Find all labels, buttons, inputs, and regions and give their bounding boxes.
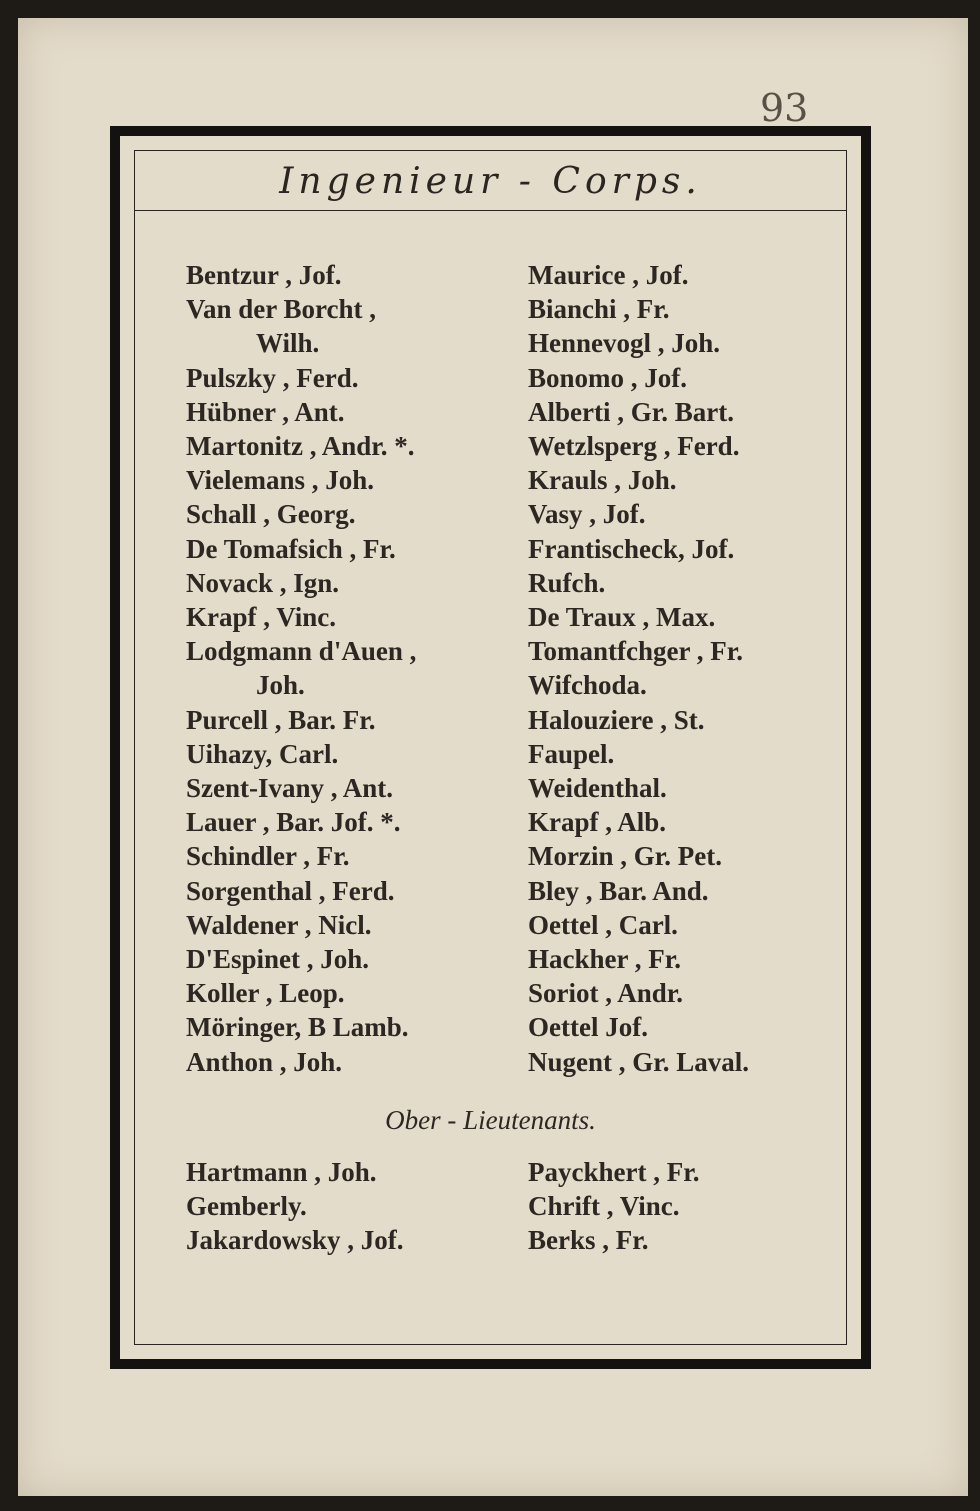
name-entry: Krapf , Vinc.	[186, 602, 337, 633]
name-entry: Hübner , Ant.	[186, 396, 345, 427]
name-entry-continuation: Wilh.	[256, 328, 320, 359]
name-entry: Novack , Ign.	[186, 567, 340, 598]
name-entry: Szent-Ivany , Ant.	[186, 773, 394, 804]
name-entry: Gemberly.	[186, 1191, 307, 1222]
name-entry: Tomantfchger , Fr.	[528, 636, 743, 667]
name-entry: Lodgmann d'Auen ,	[186, 636, 417, 667]
name-entry: Schall , Georg.	[186, 499, 356, 530]
name-entry: Hackher , Fr.	[528, 944, 681, 975]
book-page	[18, 18, 968, 1496]
name-entry: Purcell , Bar. Fr.	[186, 704, 376, 735]
inner-frame	[134, 150, 847, 1345]
name-entry: Vasy , Jof.	[528, 499, 646, 530]
name-entry: Vielemans , Joh.	[186, 465, 374, 496]
name-entry: Faupel.	[528, 738, 615, 769]
name-entry: Rufch.	[528, 567, 606, 598]
page-number: 93	[760, 86, 809, 130]
name-entry: Wifchoda.	[528, 670, 647, 701]
name-entry: Payckhert , Fr.	[528, 1157, 700, 1187]
name-entry: Bonomo , Jof.	[528, 362, 688, 393]
name-entry: Soriot , Andr.	[528, 978, 684, 1009]
page-title: Ingenieur - Corps.	[279, 161, 702, 202]
name-entry: Uihazy, Carl.	[186, 738, 339, 769]
name-entry: Waldener , Nicl.	[186, 909, 372, 940]
name-entry: Berks , Fr.	[528, 1225, 649, 1256]
name-entry: Anthon , Joh.	[186, 1046, 343, 1077]
name-entry: De Traux , Max.	[528, 602, 716, 633]
name-entry: Chrift , Vinc.	[528, 1191, 680, 1222]
name-entry: Maurice , Jof.	[528, 260, 689, 290]
page-border-frame	[110, 126, 871, 1369]
title-divider	[135, 210, 846, 211]
name-entry: Halouziere , St.	[528, 704, 705, 735]
name-entry: Hartmann , Joh.	[186, 1157, 377, 1187]
name-entry: Sorgenthal , Ferd.	[186, 875, 395, 906]
name-entry: Hennevogl , Joh.	[528, 328, 721, 359]
left-name-column	[186, 258, 506, 1079]
name-entry: Nugent , Gr. Laval.	[528, 1046, 750, 1077]
name-entry: Bley , Bar. And.	[528, 875, 709, 906]
name-entry: Krauls , Joh.	[528, 465, 677, 496]
name-entry: Krapf , Alb.	[528, 807, 667, 838]
name-entry: Pulszky , Ferd.	[186, 362, 359, 393]
name-entry: Jakardowsky , Jof.	[186, 1225, 404, 1256]
section-left-column	[186, 1155, 506, 1258]
name-entry: Weidenthal.	[528, 773, 667, 804]
name-entry: Bianchi , Fr.	[528, 294, 670, 325]
right-name-column	[528, 258, 838, 1079]
name-entry: Martonitz , Andr. *.	[186, 431, 415, 462]
section-right-column	[528, 1155, 838, 1258]
name-entry: Koller , Leop.	[186, 978, 345, 1009]
name-entry: D'Espinet , Joh.	[186, 944, 370, 975]
name-entry: Morzin , Gr. Pet.	[528, 841, 722, 872]
name-entry: Schindler , Fr.	[186, 841, 350, 872]
name-entry: De Tomafsich , Fr.	[186, 533, 396, 564]
name-entry: Alberti , Gr. Bart.	[528, 396, 734, 427]
name-entry: Frantischeck, Jof.	[528, 533, 735, 564]
name-entry: Wetzlsperg , Ferd.	[528, 431, 740, 462]
name-entry: Bentzur , Jof.	[186, 260, 342, 290]
name-entry: Möringer, B Lamb.	[186, 1012, 409, 1043]
name-entry: Van der Borcht ,	[186, 294, 377, 325]
name-entry: Oettel , Carl.	[528, 909, 678, 940]
name-entry: Oettel Jof.	[528, 1012, 648, 1043]
name-entry: Lauer , Bar. Jof. *.	[186, 807, 401, 838]
section-heading: Ober - Lieutenants.	[385, 1105, 596, 1135]
name-entry-continuation: Joh.	[256, 670, 305, 701]
